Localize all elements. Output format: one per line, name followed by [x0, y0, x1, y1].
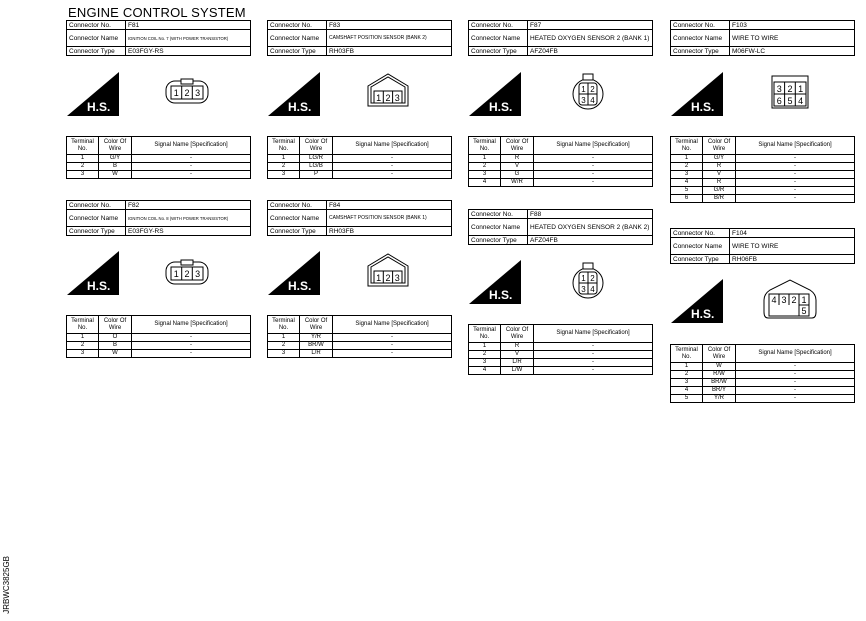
hs-label: H.S. — [489, 100, 513, 114]
connector-face-f104 — [762, 278, 818, 322]
terminal-no-cell: 4 — [469, 367, 501, 375]
page-title: ENGINE CONTROL SYSTEM — [68, 5, 246, 20]
pin-label: 4 — [771, 295, 777, 305]
terminal-no-header: Terminal No. — [268, 137, 300, 155]
signal-cell: - — [534, 367, 653, 375]
connector-info-f103 — [670, 20, 855, 56]
wire-color-cell: B/R — [703, 195, 736, 203]
connector-face-f87 — [571, 70, 605, 112]
signal-header: Signal Name [Specification] — [333, 137, 452, 155]
connector-name-value: HEATED OXYGEN SENSOR 2 (BANK 1) — [528, 30, 653, 47]
hs-label: H.S. — [87, 100, 111, 114]
wire-color-cell: BR/W — [300, 342, 333, 350]
connector-no-label: Connector No. — [671, 229, 730, 238]
connector-name-label: Connector Name — [671, 238, 730, 255]
connector-no-value: F84 — [327, 201, 452, 210]
terminal-table-f88 — [468, 324, 653, 375]
table-row — [671, 163, 855, 171]
connector-no-label: Connector No. — [469, 21, 528, 30]
terminal-no-cell: 5 — [671, 395, 703, 403]
pin-label: 3 — [581, 285, 586, 294]
terminal-no-cell: 2 — [671, 163, 703, 171]
pin-label: 2 — [184, 88, 190, 98]
hs-badge — [268, 72, 320, 116]
terminal-table-f87 — [468, 136, 653, 187]
table-row — [671, 371, 855, 379]
pin-label: 1 — [798, 84, 804, 94]
pin-label: 6 — [776, 96, 782, 106]
table-row — [671, 195, 855, 203]
terminal-no-cell: 2 — [67, 342, 99, 350]
pin-label: 2 — [590, 274, 595, 283]
table-row — [671, 179, 855, 187]
terminal-no-cell: 1 — [671, 155, 703, 163]
terminal-no-cell: 1 — [67, 155, 99, 163]
connector-type-value: RH03FB — [327, 47, 452, 56]
terminal-table-f103 — [670, 136, 855, 203]
wire-color-cell: W — [703, 363, 736, 371]
connector-no-value: F82 — [126, 201, 251, 210]
wire-color-cell: L/R — [501, 359, 534, 367]
terminal-no-cell: 2 — [67, 163, 99, 171]
signal-cell: - — [333, 171, 452, 179]
wire-color-cell: O — [99, 334, 132, 342]
pin-label: 2 — [787, 84, 793, 94]
pin-label: 1 — [376, 93, 382, 103]
hs-label: H.S. — [87, 279, 111, 293]
signal-cell: - — [736, 163, 855, 171]
table-row — [67, 171, 251, 179]
pin-label: 3 — [394, 273, 400, 283]
connector-name-label: Connector Name — [469, 30, 528, 47]
signal-cell: - — [132, 163, 251, 171]
signal-header: Signal Name [Specification] — [132, 137, 251, 155]
document-code: JRBWC3825GB — [2, 556, 11, 614]
pin-label: 3 — [394, 93, 400, 103]
pin-label: 2 — [385, 93, 391, 103]
connector-type-label: Connector Type — [268, 227, 327, 236]
signal-cell: - — [736, 371, 855, 379]
pin-label: 1 — [173, 269, 179, 279]
wire-color-cell: B — [99, 163, 132, 171]
color-header: Color Of Wire — [703, 137, 736, 155]
table-row — [67, 342, 251, 350]
table-row — [671, 387, 855, 395]
terminal-no-cell: 5 — [671, 187, 703, 195]
terminal-no-cell: 1 — [469, 155, 501, 163]
table-row — [268, 350, 452, 358]
connector-type-label: Connector Type — [671, 47, 730, 56]
hs-badge — [469, 72, 521, 116]
signal-header: Signal Name [Specification] — [736, 345, 855, 363]
signal-cell: - — [736, 387, 855, 395]
connector-no-value: F81 — [126, 21, 251, 30]
color-header: Color Of Wire — [501, 325, 534, 343]
terminal-no-cell: 2 — [268, 163, 300, 171]
wire-color-cell: G/Y — [703, 155, 736, 163]
pin-label: 1 — [376, 273, 382, 283]
connector-name-value: WIRE TO WIRE — [730, 30, 855, 47]
signal-cell: - — [333, 155, 452, 163]
wire-color-cell: R — [703, 163, 736, 171]
terminal-no-header: Terminal No. — [469, 325, 501, 343]
pin-label: 4 — [590, 285, 595, 294]
signal-cell: - — [736, 195, 855, 203]
connector-face-f103 — [770, 74, 810, 110]
signal-cell: - — [534, 163, 653, 171]
terminal-no-cell: 1 — [268, 155, 300, 163]
terminal-no-cell: 1 — [469, 343, 501, 351]
table-row — [469, 351, 653, 359]
terminal-table-f84 — [267, 315, 452, 358]
signal-cell: - — [333, 163, 452, 171]
connector-info-f83 — [267, 20, 452, 56]
connector-type-label: Connector Type — [469, 236, 528, 245]
wire-color-cell: LG/B — [300, 163, 333, 171]
terminal-no-cell: 3 — [671, 171, 703, 179]
table-row — [469, 367, 653, 375]
terminal-no-cell: 1 — [67, 334, 99, 342]
connector-info-f82 — [66, 200, 251, 236]
hs-label: H.S. — [691, 100, 715, 114]
table-row — [67, 163, 251, 171]
terminal-no-cell: 1 — [268, 334, 300, 342]
terminal-table-f81 — [66, 136, 251, 179]
pin-label: 1 — [581, 274, 586, 283]
connector-type-label: Connector Type — [268, 47, 327, 56]
connector-type-label: Connector Type — [67, 227, 126, 236]
connector-name-label: Connector Name — [671, 30, 730, 47]
connector-info-f88 — [468, 209, 653, 245]
connector-no-value: F103 — [730, 21, 855, 30]
terminal-table-f83 — [267, 136, 452, 179]
connector-no-label: Connector No. — [268, 21, 327, 30]
wire-color-cell: R — [501, 343, 534, 351]
connector-face-f84 — [365, 252, 411, 288]
connector-info-f84 — [267, 200, 452, 236]
signal-header: Signal Name [Specification] — [736, 137, 855, 155]
signal-cell: - — [534, 343, 653, 351]
connector-no-value: F104 — [730, 229, 855, 238]
signal-cell: - — [132, 155, 251, 163]
signal-cell: - — [534, 351, 653, 359]
connector-type-value: RH03FB — [327, 227, 452, 236]
terminal-no-cell: 2 — [469, 351, 501, 359]
terminal-no-cell: 4 — [671, 179, 703, 187]
table-row — [268, 342, 452, 350]
signal-header: Signal Name [Specification] — [132, 316, 251, 334]
wire-color-cell: V — [501, 351, 534, 359]
pin-label: 5 — [801, 306, 807, 316]
connector-name-label: Connector Name — [268, 30, 327, 47]
signal-cell: - — [132, 350, 251, 358]
connector-type-value: E03FGY-RS — [126, 47, 251, 56]
terminal-no-cell: 2 — [671, 371, 703, 379]
terminal-no-cell: 6 — [671, 195, 703, 203]
terminal-no-header: Terminal No. — [67, 137, 99, 155]
pin-label: 4 — [590, 96, 595, 105]
table-row — [671, 363, 855, 371]
connector-type-value: AFZ04FB — [528, 47, 653, 56]
connector-name-label: Connector Name — [67, 210, 126, 227]
terminal-no-cell: 4 — [671, 387, 703, 395]
signal-cell: - — [736, 379, 855, 387]
hs-badge — [469, 260, 521, 304]
connector-face-f81 — [162, 78, 212, 106]
connector-type-value: E03FGY-RS — [126, 227, 251, 236]
signal-cell: - — [736, 187, 855, 195]
signal-cell: - — [534, 359, 653, 367]
terminal-no-cell: 3 — [469, 171, 501, 179]
terminal-no-cell: 3 — [268, 171, 300, 179]
wire-color-cell: L/W — [501, 367, 534, 375]
wire-color-cell: G/Y — [99, 155, 132, 163]
connector-no-label: Connector No. — [67, 201, 126, 210]
wire-color-cell: Y/R — [703, 395, 736, 403]
table-row — [671, 187, 855, 195]
signal-cell: - — [736, 395, 855, 403]
signal-cell: - — [132, 342, 251, 350]
connector-name-value: IGNITION COIL No. 8 (WITH POWER TRANSISTOR) — [126, 210, 251, 227]
wire-color-cell: LG/R — [300, 155, 333, 163]
color-header: Color Of Wire — [99, 137, 132, 155]
hs-badge — [671, 72, 723, 116]
table-row — [268, 334, 452, 342]
pin-label: 1 — [581, 85, 586, 94]
hs-badge — [67, 251, 119, 295]
terminal-no-cell: 3 — [469, 359, 501, 367]
table-row — [67, 350, 251, 358]
signal-cell: - — [736, 179, 855, 187]
color-header: Color Of Wire — [703, 345, 736, 363]
color-header: Color Of Wire — [501, 137, 534, 155]
wire-color-cell: BR/W — [703, 379, 736, 387]
table-row — [67, 334, 251, 342]
terminal-table-f104 — [670, 344, 855, 403]
wire-color-cell: G — [501, 171, 534, 179]
connector-type-label: Connector Type — [671, 255, 730, 264]
connector-type-value: RH06FB — [730, 255, 855, 264]
pin-label: 1 — [173, 88, 179, 98]
wire-color-cell: B — [99, 342, 132, 350]
connector-name-label: Connector Name — [469, 219, 528, 236]
hs-badge — [671, 279, 723, 323]
terminal-no-cell: 1 — [671, 363, 703, 371]
connector-no-label: Connector No. — [67, 21, 126, 30]
wire-color-cell: BR/Y — [703, 387, 736, 395]
signal-cell: - — [534, 179, 653, 187]
terminal-no-header: Terminal No. — [67, 316, 99, 334]
connector-name-value: HEATED OXYGEN SENSOR 2 (BANK 2) — [528, 219, 653, 236]
signal-cell: - — [132, 171, 251, 179]
wire-color-cell: W — [99, 171, 132, 179]
wire-color-cell: Y/R — [300, 334, 333, 342]
pin-label: 1 — [801, 295, 807, 305]
signal-cell: - — [736, 171, 855, 179]
table-row — [469, 171, 653, 179]
signal-cell: - — [333, 334, 452, 342]
connector-no-label: Connector No. — [469, 210, 528, 219]
table-row — [671, 395, 855, 403]
terminal-no-cell: 2 — [469, 163, 501, 171]
table-row — [469, 343, 653, 351]
color-header: Color Of Wire — [99, 316, 132, 334]
hs-label: H.S. — [288, 100, 312, 114]
terminal-no-cell: 3 — [67, 171, 99, 179]
pin-label: 5 — [787, 96, 793, 106]
connector-face-f88 — [571, 259, 605, 301]
signal-cell: - — [333, 350, 452, 358]
connector-no-value: F88 — [528, 210, 653, 219]
wire-color-cell: P — [300, 171, 333, 179]
terminal-no-cell: 3 — [67, 350, 99, 358]
hs-badge — [268, 251, 320, 295]
connector-info-f104 — [670, 228, 855, 264]
table-row — [268, 163, 452, 171]
wire-color-cell: R — [703, 179, 736, 187]
table-row — [268, 155, 452, 163]
connector-info-f87 — [468, 20, 653, 56]
connector-name-value: CAMSHAFT POSITION SENSOR (BANK 2) — [327, 30, 452, 47]
signal-cell: - — [132, 334, 251, 342]
connector-name-label: Connector Name — [67, 30, 126, 47]
connector-face-f82 — [162, 259, 212, 287]
hs-label: H.S. — [489, 288, 513, 302]
signal-cell: - — [534, 155, 653, 163]
hs-badge — [67, 72, 119, 116]
connector-name-label: Connector Name — [268, 210, 327, 227]
connector-type-value: AFZ04FB — [528, 236, 653, 245]
connector-no-label: Connector No. — [671, 21, 730, 30]
connector-no-label: Connector No. — [268, 201, 327, 210]
pin-label: 3 — [195, 88, 201, 98]
terminal-no-header: Terminal No. — [671, 137, 703, 155]
color-header: Color Of Wire — [300, 316, 333, 334]
signal-header: Signal Name [Specification] — [534, 137, 653, 155]
terminal-table-f82 — [66, 315, 251, 358]
pin-label: 2 — [385, 273, 391, 283]
connector-face-f83 — [365, 72, 411, 108]
pin-label: 3 — [781, 295, 787, 305]
table-row — [469, 163, 653, 171]
terminal-no-cell: 4 — [469, 179, 501, 187]
pin-label: 4 — [798, 96, 804, 106]
hs-label: H.S. — [288, 279, 312, 293]
wire-color-cell: R/W — [703, 371, 736, 379]
signal-cell: - — [534, 171, 653, 179]
connector-type-label: Connector Type — [469, 47, 528, 56]
color-header: Color Of Wire — [300, 137, 333, 155]
terminal-no-header: Terminal No. — [469, 137, 501, 155]
pin-label: 3 — [581, 96, 586, 105]
wire-color-cell: R — [501, 155, 534, 163]
wire-color-cell: V — [501, 163, 534, 171]
connector-no-value: F87 — [528, 21, 653, 30]
terminal-no-cell: 3 — [671, 379, 703, 387]
signal-cell: - — [736, 155, 855, 163]
table-row — [268, 171, 452, 179]
connector-name-value: IGNITION COIL No. 7 (WITH POWER TRANSISTOR) — [126, 30, 251, 47]
table-row — [469, 359, 653, 367]
wire-color-cell: V — [703, 171, 736, 179]
signal-cell: - — [736, 363, 855, 371]
wire-color-cell: L/R — [300, 350, 333, 358]
wire-color-cell: W — [99, 350, 132, 358]
hs-label: H.S. — [691, 307, 715, 321]
terminal-no-header: Terminal No. — [671, 345, 703, 363]
signal-header: Signal Name [Specification] — [534, 325, 653, 343]
table-row — [671, 171, 855, 179]
signal-header: Signal Name [Specification] — [333, 316, 452, 334]
connector-name-value: WIRE TO WIRE — [730, 238, 855, 255]
connector-name-value: CAMSHAFT POSITION SENSOR (BANK 1) — [327, 210, 452, 227]
pin-label: 3 — [776, 84, 782, 94]
signal-cell: - — [333, 342, 452, 350]
connector-type-value: M06FW-LC — [730, 47, 855, 56]
table-row — [469, 155, 653, 163]
wire-color-cell: W/R — [501, 179, 534, 187]
terminal-no-cell: 2 — [268, 342, 300, 350]
table-row — [671, 379, 855, 387]
table-row — [671, 155, 855, 163]
pin-label: 2 — [184, 269, 190, 279]
pin-label: 2 — [791, 295, 797, 305]
connector-no-value: F83 — [327, 21, 452, 30]
pin-label: 2 — [590, 85, 595, 94]
wire-color-cell: G/R — [703, 187, 736, 195]
table-row — [469, 179, 653, 187]
pin-label: 3 — [195, 269, 201, 279]
terminal-no-header: Terminal No. — [268, 316, 300, 334]
connector-info-f81 — [66, 20, 251, 56]
terminal-no-cell: 3 — [268, 350, 300, 358]
table-row — [67, 155, 251, 163]
connector-type-label: Connector Type — [67, 47, 126, 56]
